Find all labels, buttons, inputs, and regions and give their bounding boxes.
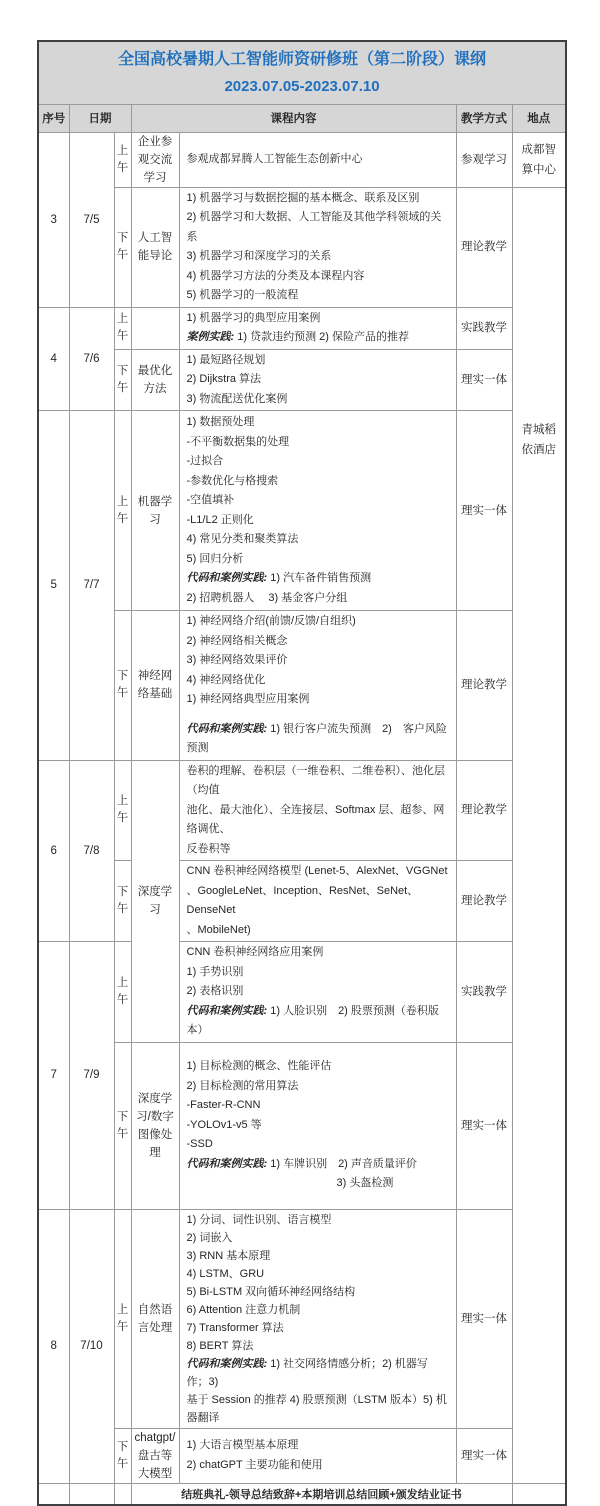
content-cell: CNN 卷积神经网络应用案例 1) 手势识别 2) 表格识别 代码和案例实践: 1) 人脸识别 2) 股票预测（卷积版本） (179, 942, 456, 1043)
slot-cell: 上午 (114, 307, 131, 349)
topic-cell: chatgpt/盘古等大模型 (131, 1428, 179, 1483)
date-cell: 7/9 (69, 942, 114, 1210)
content-cell: 1) 神经网络介绍(前馈/反馈/自组织) 2) 神经网络相关概念 3) 神经网络效果评价 4) 神经网络优化 1) 神经网络典型应用案例 代码和案例实践: 1) 银行客户流失预测 2) 客户风险预测 (179, 611, 456, 761)
topic-cell: 深度学习 (131, 760, 179, 1042)
index-cell (38, 1483, 69, 1505)
topic-cell: 企业参观交流学习 (131, 132, 179, 187)
method-cell: 理论教学 (456, 187, 512, 307)
topic-cell: 神经网络基础 (131, 611, 179, 761)
table-row (38, 760, 566, 861)
slot-cell (114, 1483, 131, 1505)
content-cell: 1) 大语言模型基本原理 2) chatGPT 主要功能和使用 (179, 1428, 456, 1483)
method-cell: 理实一体 (456, 411, 512, 611)
table-row (38, 411, 566, 611)
footer-row (38, 1483, 566, 1505)
page-title: 全国高校暑期人工智能师资研修班（第二阶段）课纲 (118, 50, 487, 68)
table-row (38, 861, 566, 942)
content-cell: 卷积的理解、卷积层（一维卷积、二维卷积）、池化层（均值 池化、最大池化）、全连接层、Softmax 层、超参、网络调优、 反卷积等 (179, 760, 456, 861)
slot-cell: 上午 (114, 1209, 131, 1428)
method-cell: 理论教学 (456, 611, 512, 761)
table-row (38, 1428, 566, 1483)
title-band (38, 41, 566, 104)
method-cell: 参观学习 (456, 132, 512, 187)
table-row (38, 349, 566, 411)
col-header-method: 教学方式 (456, 104, 512, 132)
content-cell: 参观成都昇腾人工智能生态创新中心 (179, 132, 456, 187)
table-row (38, 1042, 566, 1209)
date-cell: 7/5 (69, 132, 114, 307)
table-row (38, 132, 566, 187)
index-cell: 8 (38, 1209, 69, 1483)
col-header-date: 日期 (69, 104, 131, 132)
slot-cell: 上午 (114, 760, 131, 861)
table-row (38, 187, 566, 307)
table-row (38, 611, 566, 761)
location-cell: 青城稻依酒店 (512, 187, 566, 1483)
header-row (38, 104, 566, 132)
slot-cell: 下午 (114, 349, 131, 411)
date-cell: 7/8 (69, 760, 114, 942)
method-cell: 理实一体 (456, 349, 512, 411)
date-cell: 7/6 (69, 307, 114, 411)
topic-cell (131, 307, 179, 349)
date-range: 2023.07.05-2023.07.10 (224, 77, 380, 95)
content-cell: CNN 卷积神经网络模型 (Lenet-5、AlexNet、VGGNet 、GoogleLeNet、Inception、ResNet、SeNet、DenseNet 、MobileNet) (179, 861, 456, 942)
slot-cell: 上午 (114, 411, 131, 611)
topic-cell: 自然语言处理 (131, 1209, 179, 1428)
col-header-location: 地点 (512, 104, 566, 132)
slot-cell: 上午 (114, 942, 131, 1043)
topic-cell: 深度学习/数字图像处理 (131, 1042, 179, 1209)
content-cell: 1) 数据预处理 -不平衡数据集的处理 -过拟合 -参数优化与格搜索 -空值填补 -L1/L2 正则化 4) 常见分类和聚类算法 5) 回归分析 代码和案例实践: 1) 汽车备件销售预测 2) 招聘机器人 3) 基金客户分组 (179, 411, 456, 611)
content-cell: 1) 目标检测的概念、性能评估 2) 目标检测的常用算法 -Faster-R-CNN -YOLOv1-v5 等 -SSD 代码和案例实践: 1) 车牌识别 2) 声音质量评价 3) 头盔检测 (179, 1042, 456, 1209)
slot-cell: 下午 (114, 861, 131, 942)
index-cell: 4 (38, 307, 69, 411)
course-schedule-table (37, 40, 567, 1506)
method-cell: 理实一体 (456, 1209, 512, 1428)
date-cell: 7/7 (69, 411, 114, 761)
topic-cell: 机器学习 (131, 411, 179, 611)
date-cell (69, 1483, 114, 1505)
table-row (38, 1209, 566, 1428)
title-cell (38, 41, 566, 104)
method-cell: 实践教学 (456, 307, 512, 349)
slot-cell: 下午 (114, 1428, 131, 1483)
content-cell: 1) 分词、词性识别、语言模型 2) 词嵌入 3) RNN 基本原理 4) LSTM、GRU 5) Bi-LSTM 双向循环神经网络结构 6) Attention 注意力机制 7) Transformer 算法 8) BERT 算法 代码和案例实践: 1) 社交网络情感分析；2) 机器写作；3) 基于 Session 的推荐 4) 股票预测（LSTM 版本）5) 机器翻译 (179, 1209, 456, 1428)
table-row (38, 942, 566, 1043)
slot-cell: 下午 (114, 187, 131, 307)
method-cell: 实践教学 (456, 942, 512, 1043)
topic-cell: 最优化方法 (131, 349, 179, 411)
slot-cell: 下午 (114, 1042, 131, 1209)
content-cell: 1) 机器学习与数据挖掘的基本概念、联系及区别 2) 机器学习和大数据、人工智能及其他学科领域的关系 3) 机器学习和深度学习的关系 4) 机器学习方法的分类及本课程内容 5) 机器学习的一般流程 (179, 187, 456, 307)
location-cell: 成都智算中心 (512, 132, 566, 187)
slot-cell: 下午 (114, 611, 131, 761)
index-cell: 6 (38, 760, 69, 942)
content-cell: 1) 最短路径规划 2) Dijkstra 算法 3) 物流配送优化案例 (179, 349, 456, 411)
closing-ceremony-cell: 结班典礼-领导总结致辞+本期培训总结回顾+颁发结业证书 (131, 1483, 512, 1505)
index-cell: 3 (38, 132, 69, 307)
slot-cell: 上午 (114, 132, 131, 187)
col-header-index: 序号 (38, 104, 69, 132)
index-cell: 7 (38, 942, 69, 1210)
method-cell: 理论教学 (456, 760, 512, 861)
content-cell: 1) 机器学习的典型应用案例 案例实践: 1) 贷款违约预测 2) 保险产品的推荐 (179, 307, 456, 349)
col-header-content: 课程内容 (131, 104, 456, 132)
table-row (38, 307, 566, 349)
index-cell: 5 (38, 411, 69, 761)
topic-cell: 人工智能导论 (131, 187, 179, 307)
location-cell (512, 1483, 566, 1505)
method-cell: 理实一体 (456, 1428, 512, 1483)
method-cell: 理实一体 (456, 1042, 512, 1209)
date-cell: 7/10 (69, 1209, 114, 1483)
method-cell: 理论教学 (456, 861, 512, 942)
